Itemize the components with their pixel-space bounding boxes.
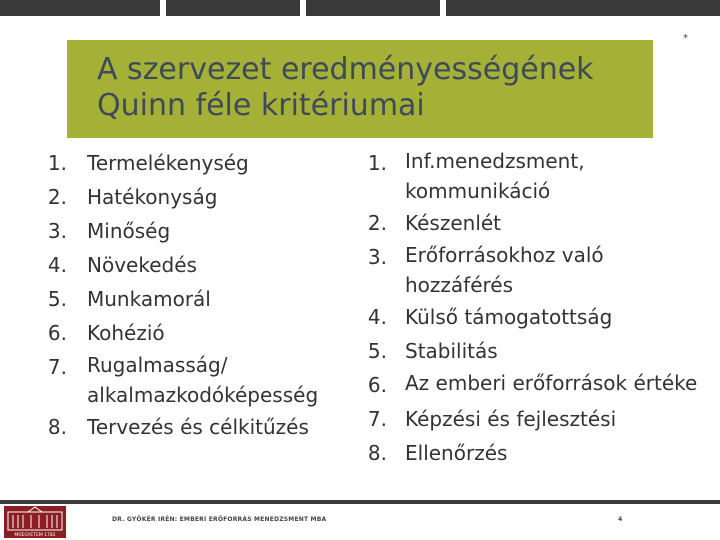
list-item <box>345 436 715 470</box>
logo-text: MŰEGYETEM 1782 <box>14 533 56 538</box>
item-text: Kohézió <box>87 321 165 345</box>
item-number: 3. <box>47 219 67 243</box>
top-bar-divider <box>440 0 446 16</box>
list-item <box>0 282 345 316</box>
list-item <box>345 240 715 300</box>
list-item <box>0 316 345 350</box>
item-text: Erőforrásokhoz való hozzáférés <box>405 243 604 297</box>
item-text: Képzési és fejlesztési <box>405 407 617 431</box>
item-text: Munkamorál <box>87 287 211 311</box>
item-number: 6. <box>367 373 387 397</box>
item-text: Termelékenység <box>87 151 249 175</box>
item-number: 1. <box>367 151 387 175</box>
list-item <box>0 180 345 214</box>
list-item <box>0 350 345 410</box>
item-number: 8. <box>47 415 67 439</box>
slide-title <box>97 52 594 124</box>
item-text: Hatékonyság <box>87 185 218 209</box>
item-text: Inf.menedzsment, kommunikáció <box>405 149 585 203</box>
item-number: 8. <box>367 441 387 465</box>
building-icon <box>4 506 66 538</box>
item-text: Készenlét <box>405 211 502 235</box>
footer-author: DR. GYŐKÉR IRÉN: EMBERI ERŐFORRÁS MENEDZSMENT MBA <box>112 516 327 523</box>
list-item <box>0 146 345 180</box>
item-text: Ellenőrzés <box>405 441 508 465</box>
title-box <box>67 40 653 138</box>
item-number: 2. <box>47 185 67 209</box>
title-line-1: A szervezet eredményességének <box>97 52 594 87</box>
footer <box>0 500 720 540</box>
list-item <box>0 248 345 282</box>
item-text: Tervezés és célkitűzés <box>87 415 309 439</box>
item-text: Minőség <box>87 219 171 243</box>
list-item <box>345 146 715 206</box>
corner-mark: * <box>683 33 688 44</box>
item-text: Növekedés <box>87 253 197 277</box>
right-criteria-list <box>345 146 715 470</box>
list-item <box>345 300 715 334</box>
page-number: 4 <box>618 516 623 523</box>
list-item <box>345 402 715 436</box>
footer-divider <box>0 500 720 504</box>
top-bar-divider <box>300 0 306 16</box>
left-criteria-list <box>0 146 345 444</box>
item-number: 5. <box>367 339 387 363</box>
title-line-2: Quinn féle kritériumai <box>97 88 425 123</box>
list-item <box>0 410 345 444</box>
item-number: 4. <box>367 305 387 329</box>
item-number: 7. <box>367 407 387 431</box>
item-number: 2. <box>367 211 387 235</box>
list-item <box>345 334 715 368</box>
item-number: 7. <box>47 355 67 379</box>
item-number: 3. <box>367 245 387 269</box>
item-text: Rugalmasság/ alkalmazkodóképesség <box>87 353 319 407</box>
university-logo-icon <box>4 506 66 538</box>
top-bar-divider <box>160 0 166 16</box>
item-text: Külső támogatottság <box>405 305 613 329</box>
list-item <box>345 368 715 402</box>
item-number: 4. <box>47 253 67 277</box>
item-number: 5. <box>47 287 67 311</box>
list-item <box>0 214 345 248</box>
list-item <box>345 206 715 240</box>
item-text: Stabilitás <box>405 339 498 363</box>
item-text: Az emberi erőforrások értéke <box>405 371 698 395</box>
top-bar <box>0 0 720 16</box>
item-number: 6. <box>47 321 67 345</box>
item-number: 1. <box>47 151 67 175</box>
